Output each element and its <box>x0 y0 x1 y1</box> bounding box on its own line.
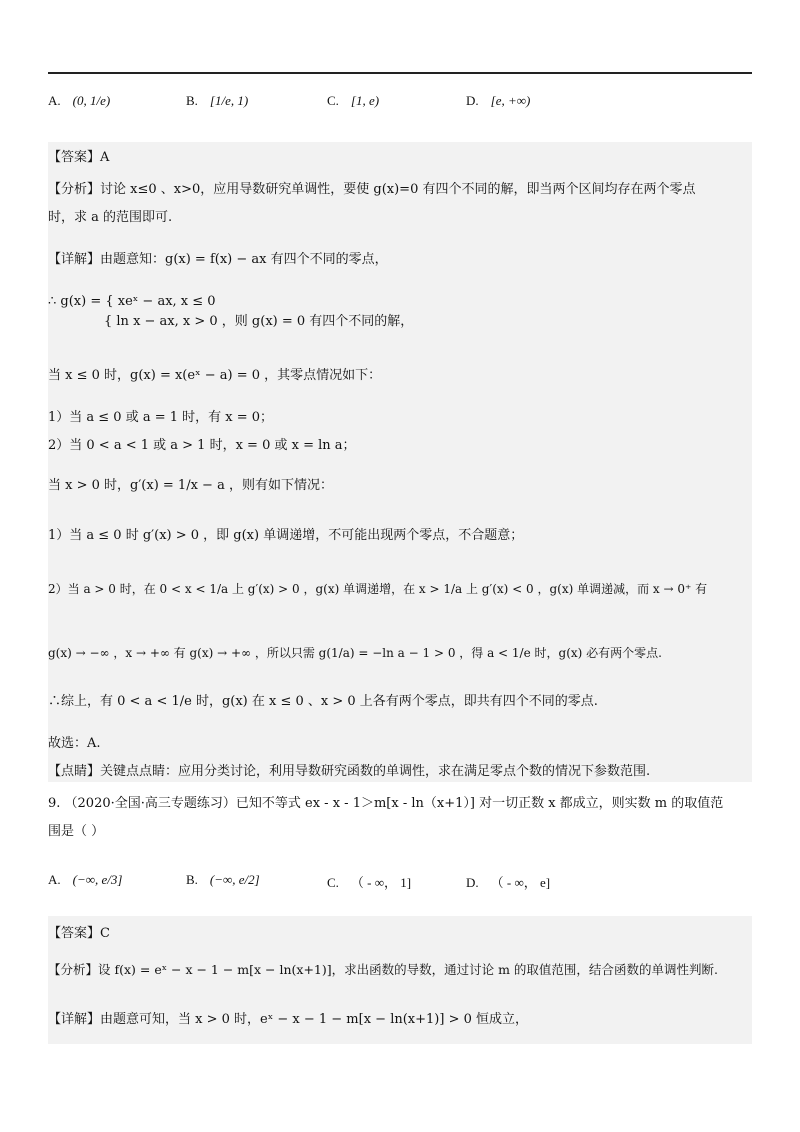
q8-option-a <box>48 93 110 109</box>
q8-detail-7: 1）当 a ≤ 0 时 g′(x) > 0 ，即 g(x) 单调递增，不可能出现两个零点，不合题意； <box>48 528 524 543</box>
q9-detail: 【详解】由题意可知，当 x > 0 时，eˣ − x − 1 − m[x − ln(x+1)] > 0 恒成立， <box>48 1012 528 1027</box>
q8-comment: 【点睛】关键点点睛：应用分类讨论，利用导数研究函数的单调性，求在满足零点个数的情况下参数范围. <box>48 764 651 779</box>
option-value: (−∞, e/3] <box>72 872 123 887</box>
option-value: (0, 1/e) <box>72 93 111 108</box>
q8-detail-10: ∴综上，有 0 < a < 1/e 时，g(x) 在 x ≤ 0 、x > 0 上各有两个零点，即共有四个不同的零点. <box>48 694 598 709</box>
q8-detail-2b: { ln x − ax, x > 0 ，则 g(x) = 0 有四个不同的解， <box>104 314 414 329</box>
q8-answer: 【答案】A <box>48 150 110 165</box>
q9-answer: 【答案】C <box>48 926 110 941</box>
option-label: A. <box>48 872 61 887</box>
option-value: （ - ∞， 1] <box>350 875 412 890</box>
option-value: (−∞, e/2] <box>209 872 260 887</box>
option-value: [1/e, 1) <box>209 93 249 108</box>
option-value: [e, +∞) <box>490 93 531 108</box>
q9-option-d <box>466 872 550 891</box>
q8-detail-6: 当 x > 0 时，g′(x) = 1/x − a ，则有如下情况： <box>48 478 333 493</box>
q8-detail-2a: ∴ g(x) = { xeˣ − ax, x ≤ 0 <box>48 294 216 309</box>
option-label: B. <box>186 872 198 887</box>
option-value: （ - ∞， e] <box>490 875 551 890</box>
option-label: D. <box>466 93 479 108</box>
q8-option-c <box>327 93 379 109</box>
option-label: C. <box>327 875 339 890</box>
q8-detail-3: 当 x ≤ 0 时，g(x) = x(eˣ − a) = 0 ，其零点情况如下： <box>48 368 382 383</box>
q9-stem-line-2: 围是（ ） <box>48 824 105 839</box>
q8-option-b <box>186 93 248 109</box>
q8-detail-5: 2）当 0 < a < 1 或 a > 1 时，x = 0 或 x = ln a； <box>48 438 356 453</box>
q8-detail-8: 2）当 a > 0 时，在 0 < x < 1/a 上 g′(x) > 0 ，g(x) 单调递增，在 x > 1/a 上 g′(x) < 0 ，g(x) 单调递减，而 x → 0⁺ 有 <box>48 582 708 596</box>
q8-choose: 故选：A. <box>48 736 101 751</box>
q8-detail-9: g(x) → −∞ ，x → +∞ 有 g(x) → +∞ ，所以只需 g(1/a) = −ln a − 1 > 0 ，得 a < 1/e 时，g(x) 必有两个零点. <box>48 646 662 660</box>
q9-option-a <box>48 872 122 888</box>
option-label: B. <box>186 93 198 108</box>
q9-option-b <box>186 872 260 888</box>
q8-detail-1: 【详解】由题意知：g(x) = f(x) − ax 有四个不同的零点， <box>48 252 388 267</box>
top-rule <box>48 72 752 74</box>
q9-option-c <box>327 872 411 891</box>
q8-analysis: 【分析】讨论 x≤0 、x>0，应用导数研究单调性，要使 g(x)=0 有四个不同的解，即当两个区间均存在两个零点 <box>48 182 696 197</box>
q9-stem-line-1: 9. （2020·全国·高三专题练习）已知不等式 ex - x - 1＞m[x - ln（x+1）] 对一切正数 x 都成立，则实数 m 的取值范 <box>48 796 724 811</box>
q8-option-d <box>466 93 530 109</box>
q8-detail-4: 1）当 a ≤ 0 或 a = 1 时，有 x = 0； <box>48 410 274 425</box>
option-label: C. <box>327 93 339 108</box>
option-value: [1, e) <box>350 93 380 108</box>
option-label: A. <box>48 93 61 108</box>
option-label: D. <box>466 875 479 890</box>
q8-solution-block <box>48 142 752 782</box>
q8-analysis-2: 时，求 a 的范围即可. <box>48 210 173 225</box>
q9-analysis: 【分析】设 f(x) = eˣ − x − 1 − m[x − ln(x+1)]，求出函数的导数，通过讨论 m 的取值范围，结合函数的单调性判断. <box>48 962 718 977</box>
